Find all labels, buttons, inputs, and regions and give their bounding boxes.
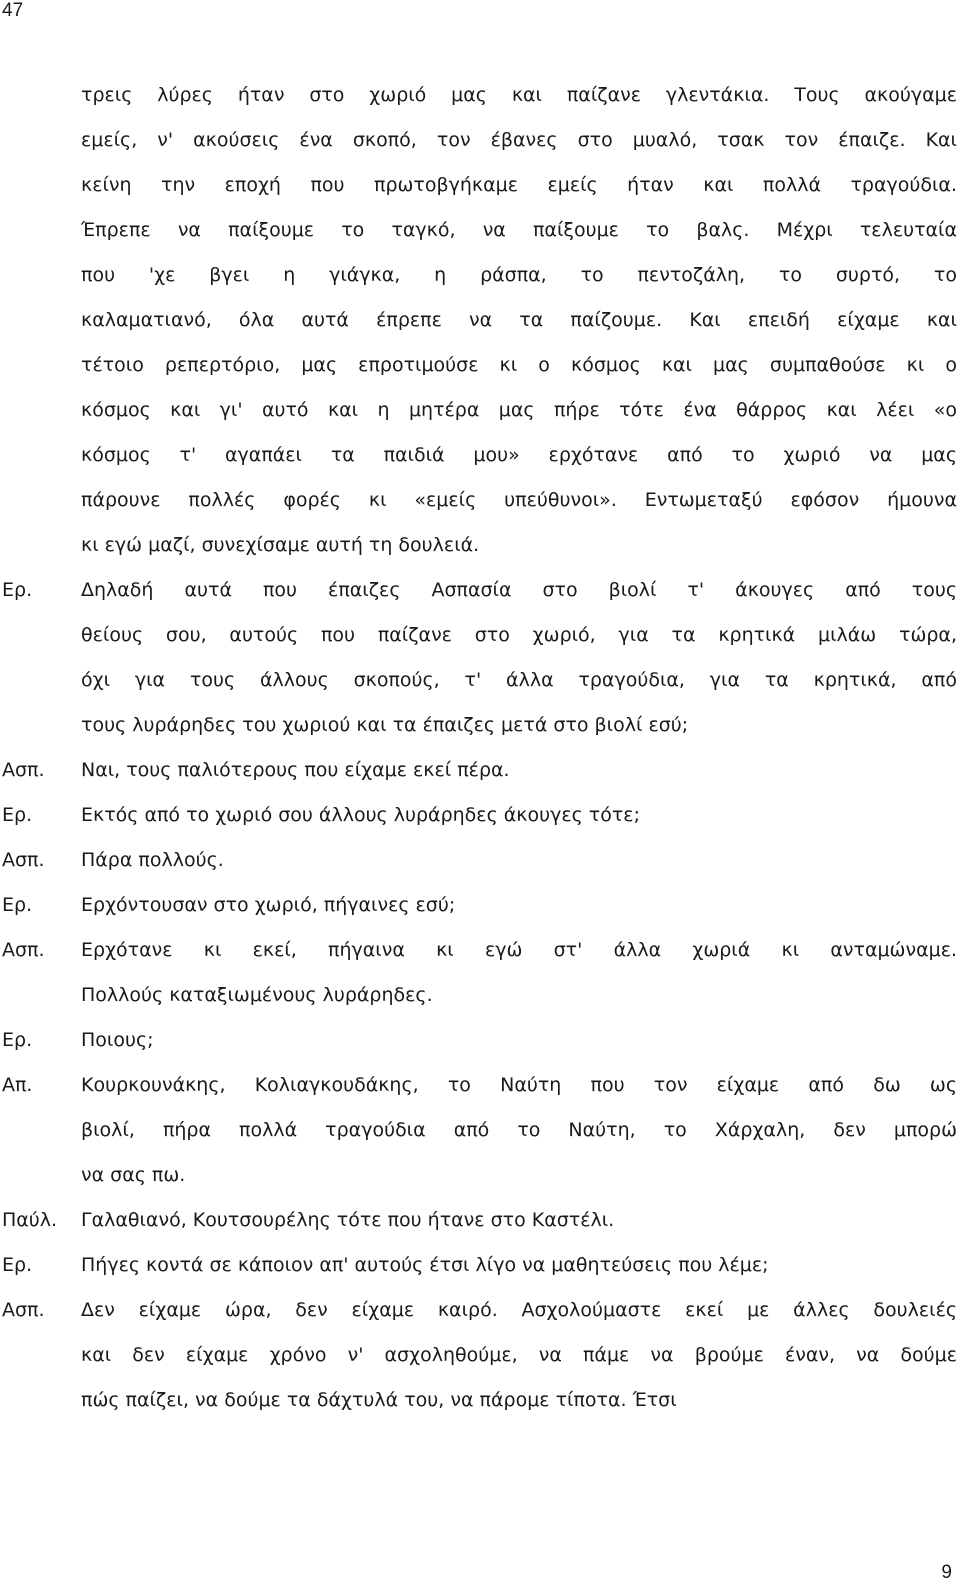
speaker-label: Ασπ. [2,849,45,871]
text-line: κόσμος τ' αγαπάει τα παιδιά μου» ερχότανε από το χωριό να μας [81,444,957,466]
speech-text [81,793,957,838]
text-line: εμείς, ν' ακούσεις ένα σκοπό, τον έβανες στο μυαλό, τσακ τον έπαιζε. Και [81,129,957,151]
speaker-label: Ερ. [2,1029,33,1051]
speech-text [81,1018,957,1063]
speaker-label: Απ. [2,1074,33,1096]
speech-text [81,883,957,928]
speaker-label: Ερ. [2,894,33,916]
text-line: Ναι, τους παλιότερους που είχαμε εκεί πέρα. [81,759,510,781]
transcript-entry [0,73,960,568]
text-line: πώς παίζει, να δούμε τα δάχτυλά του, να πάρομε τίποτα. Έτσι [81,1389,677,1411]
transcript-entry [0,1288,960,1423]
speech-text [81,1063,957,1198]
transcript-entry [0,748,960,793]
transcript-entry [0,1063,960,1198]
text-line: Δεν είχαμε ώρα, δεν είχαμε καιρό. Ασχολούμαστε εκεί με άλλες δουλειές [81,1299,957,1321]
text-line: θείους σου, αυτούς που παίζανε στο χωριό, για τα κρητικά μιλάω τώρα, [81,624,957,646]
text-line: Γαλαθιανό, Κουτσουρέλης τότε που ήτανε στο Καστέλι. [81,1209,615,1231]
speech-text [81,1288,957,1423]
transcript-entry [0,1198,960,1243]
text-line: πάρουνε πολλές φορές κι «εμείς υπεύθυνοι». Εντωμεταξύ εφόσον ήμουνα [81,489,957,511]
text-line: Ποιους; [81,1029,154,1051]
text-line: Πάρα πολλούς. [81,849,224,871]
speech-text [81,1198,957,1243]
text-line: να σας πω. [81,1164,186,1186]
page-number-top: 47 [2,0,24,21]
speech-text [81,1243,957,1288]
text-line: Κουρκουνάκης, Κολιαγκουδάκης, το Ναύτη που τον είχαμε από δω ως [81,1074,957,1096]
transcript-entry [0,568,960,748]
text-line: κι εγώ μαζί, συνεχίσαμε αυτή τη δουλειά. [81,534,480,556]
speaker-label: Ασπ. [2,1299,45,1321]
text-line: κείνη την εποχή που πρωτοβγήκαμε εμείς ήταν και πολλά τραγούδια. [81,174,957,196]
transcript-entry [0,793,960,838]
text-line: όχι για τους άλλους σκοπούς, τ' άλλα τραγούδια, για τα κρητικά, από [81,669,957,691]
text-line: Δηλαδή αυτά που έπαιζες Ασπασία στο βιολί τ' άκουγες από τους [81,579,957,601]
text-line: Ερχότανε κι εκεί, πήγαινα κι εγώ στ' άλλα χωριά κι ανταμώναμε. [81,939,957,961]
transcript-entry [0,883,960,928]
speaker-label: Ερ. [2,579,33,601]
text-line: Ερχόντουσαν στο χωριό, πήγαινες εσύ; [81,894,456,916]
text-line: Πολλούς καταξιωμένους λυράρηδες. [81,984,433,1006]
speaker-label: Ερ. [2,804,33,826]
speaker-label: Ερ. [2,1254,33,1276]
transcript-entry [0,1243,960,1288]
speaker-label: Παύλ. [2,1209,58,1231]
speech-text [81,568,957,748]
speech-text [81,748,957,793]
transcript-entry [0,838,960,883]
page-number-bottom: 9 [941,1562,952,1583]
speaker-label: Ασπ. [2,759,45,781]
speech-text [81,838,957,883]
text-line: και δεν είχαμε χρόνο ν' ασχοληθούμε, να πάμε να βρούμε έναν, να δούμε [81,1344,957,1366]
text-line: τους λυράρηδες του χωριού και τα έπαιζες μετά στο βιολί εσύ; [81,714,689,736]
text-line: καλαματιανό, όλα αυτά έπρεπε να τα παίζουμε. Και επειδή είχαμε και [81,309,957,331]
text-line: τρεις λύρες ήταν στο χωριό μας και παίζανε γλεντάκια. Τους ακούγαμε [81,84,957,106]
text-line: Έπρεπε να παίξουμε το ταγκό, να παίξουμε το βαλς. Μέχρι τελευταία [81,219,957,241]
transcript-entry [0,1018,960,1063]
text-line: Πήγες κοντά σε κάποιον απ' αυτούς έτσι λίγο να μαθητεύσεις που λέμε; [81,1254,769,1276]
text-line: τέτοιο ρεπερτόριο, μας επροτιμούσε κι ο κόσμος και μας συμπαθούσε κι ο [81,354,957,376]
transcript-entry [0,928,960,1018]
text-line: κόσμος και γι' αυτό και η μητέρα μας πήρε τότε ένα θάρρος και λέει «ο [81,399,957,421]
text-line: Εκτός από το χωριό σου άλλους λυράρηδες άκουγες τότε; [81,804,640,826]
speech-text [81,928,957,1018]
speech-text [81,73,957,568]
interview-transcript [0,73,960,1423]
speaker-label: Ασπ. [2,939,45,961]
text-line: βιολί, πήρα πολλά τραγούδια από το Ναύτη, το Χάρχαλη, δεν μπορώ [81,1119,957,1141]
text-line: που 'χε βγει η γιάγκα, η ράσπα, το πεντοζάλη, το συρτό, το [81,264,957,286]
